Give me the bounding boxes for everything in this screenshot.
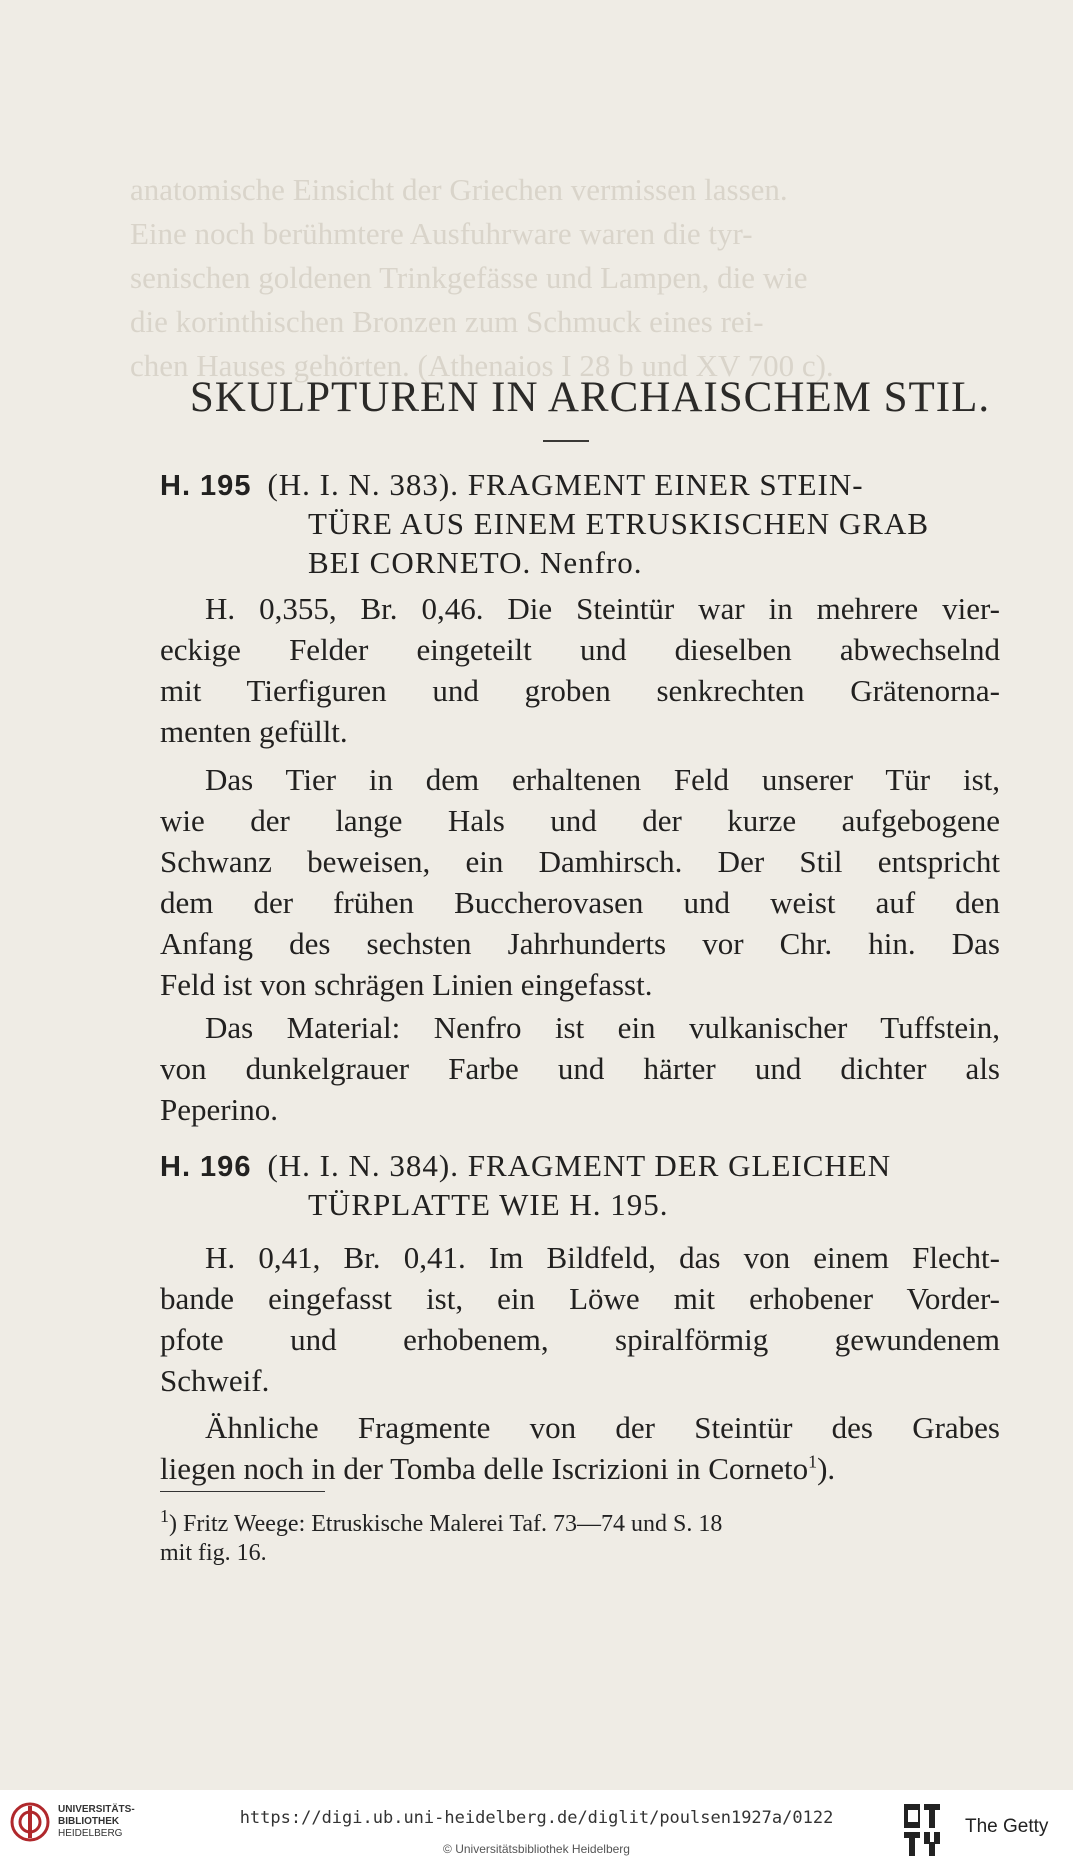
text-segment: liegen noch in der Tomba delle Iscrizioni in Corneto bbox=[160, 1451, 809, 1486]
viewer-footer bbox=[0, 1790, 1073, 1870]
text-line: von dunkelgrauer Farbe und härter und dichter als bbox=[160, 1051, 1000, 1086]
entry-number: H. 196 bbox=[160, 1151, 252, 1183]
text-line: eckige Felder eingeteilt und dieselben abwechselnd bbox=[160, 632, 1000, 667]
footnote-line bbox=[160, 1506, 1000, 1538]
footnote-marker: 1 bbox=[160, 1506, 169, 1526]
text-line: Anfang des sechsten Jahrhunderts vor Chr. hin. Das bbox=[160, 926, 1000, 961]
text-line: wie der lange Hals und der kurze aufgebogene bbox=[160, 803, 1000, 838]
text-line: Peperino. bbox=[160, 1092, 278, 1127]
show-through-line: anatomische Einsicht der Griechen vermissen lassen. bbox=[130, 172, 788, 207]
text-segment: ). bbox=[817, 1451, 836, 1486]
text-line: pfote und erhobenem, spiralförmig gewundenem bbox=[160, 1322, 1000, 1357]
text-line: bande eingefasst ist, ein Löwe mit erhobener Vorder- bbox=[160, 1281, 1000, 1316]
show-through-line: chen Hauses gehörten. (Athenaios I 28 b und XV 700 c). bbox=[130, 348, 834, 383]
entry-heading-line bbox=[160, 1148, 1000, 1184]
text-line: Das Material: Nenfro ist ein vulkanischer Tuffstein, bbox=[205, 1010, 1000, 1045]
entry-heading-line: TÜRPLATTE WIE H. 195. bbox=[308, 1187, 669, 1222]
footnote-line: mit fig. 16. bbox=[160, 1540, 267, 1566]
partner-name: The Getty bbox=[965, 1816, 1049, 1837]
text-line: Schweif. bbox=[160, 1363, 270, 1398]
entry-heading-line: BEI CORNETO. Nenfro. bbox=[308, 545, 643, 580]
text-line: Ähnliche Fragmente von der Steintür des Grabes bbox=[205, 1410, 1000, 1445]
text-line: Feld ist von schrägen Linien eingefasst. bbox=[160, 967, 653, 1002]
text-line bbox=[160, 1451, 1000, 1487]
page-title: SKULPTUREN IN ARCHAISCHEM STIL. bbox=[189, 374, 991, 421]
entry-heading-line: TÜRE AUS EINEM ETRUSKISCHEN GRAB bbox=[308, 506, 930, 541]
show-through-line: die korinthischen Bronzen zum Schmuck eines rei- bbox=[130, 304, 764, 339]
text-line: Das Tier in dem erhaltenen Feld unserer Tür ist, bbox=[205, 762, 1000, 797]
text-line: menten gefüllt. bbox=[160, 714, 348, 749]
text-line: dem der frühen Buccherovasen und weist auf den bbox=[160, 885, 1000, 920]
copyright-notice: © Universitätsbibliothek Heidelberg bbox=[443, 1842, 630, 1856]
entry-heading: (H. I. N. 384). FRAGMENT DER GLEICHEN bbox=[267, 1148, 892, 1183]
text-line: mit Tierfiguren und groben senkrechten Grätenorna- bbox=[160, 673, 1000, 708]
footnote-marker: 1 bbox=[808, 1451, 818, 1472]
university-name-line: HEIDELBERG bbox=[58, 1828, 123, 1839]
text-line: H. 0,355, Br. 0,46. Die Steintür war in mehrere vier- bbox=[205, 591, 1000, 626]
entry-heading-line bbox=[160, 467, 1000, 503]
show-through-line: Eine noch berühmtere Ausfuhrware waren die tyr- bbox=[130, 216, 753, 251]
getty-logo-icon bbox=[902, 1802, 942, 1858]
footnote-divider bbox=[160, 1491, 325, 1492]
university-name-line: BIBLIOTHEK bbox=[58, 1816, 120, 1827]
title-divider bbox=[543, 440, 589, 442]
show-through-line: senischen goldenen Trinkgefässe und Lampen, die wie bbox=[130, 260, 808, 295]
text-line: Schwanz beweisen, ein Damhirsch. Der Stil entspricht bbox=[160, 844, 1000, 879]
footnote-text: ) Fritz Weege: Etruskische Malerei Taf. 73—74 und S. 18 bbox=[169, 1511, 723, 1537]
text-line: H. 0,41, Br. 0,41. Im Bildfeld, das von einem Flecht- bbox=[205, 1240, 1000, 1275]
entry-number: H. 195 bbox=[160, 470, 252, 502]
permalink-url[interactable]: https://digi.ub.uni-heidelberg.de/diglit/poulsen1927a/0122 bbox=[239, 1808, 834, 1828]
university-name-line: UNIVERSITÄTS- bbox=[58, 1804, 135, 1815]
entry-heading: (H. I. N. 383). FRAGMENT EINER STEIN- bbox=[267, 467, 864, 502]
